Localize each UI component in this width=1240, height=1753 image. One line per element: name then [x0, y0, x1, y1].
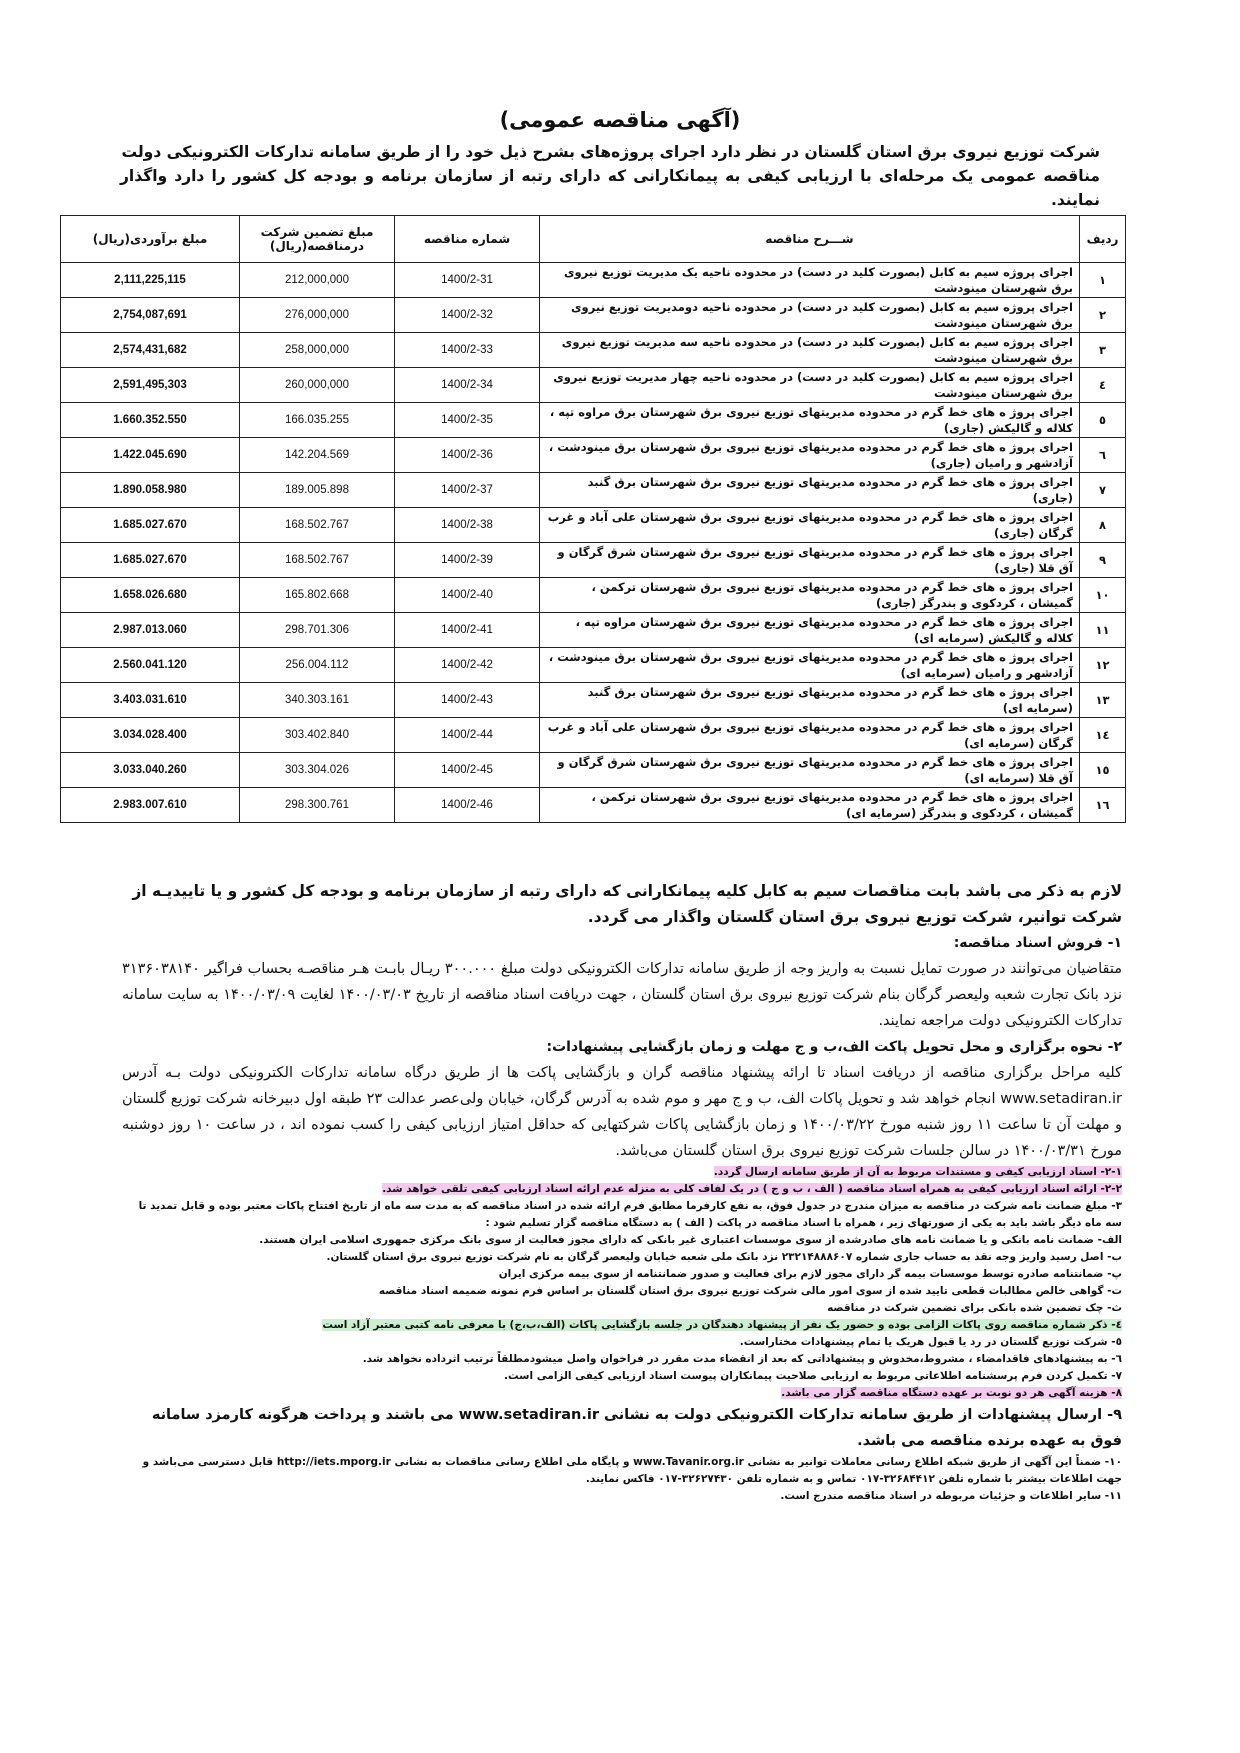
- row-tender-number: 1400/2-39: [395, 543, 540, 578]
- row-number: ٤: [1080, 368, 1126, 403]
- row-estimate-amount: 3.403.031.610: [61, 683, 240, 718]
- tender-table: [60, 215, 1126, 823]
- row-guarantee-amount: 298.300.761: [240, 788, 395, 823]
- section-1-title: ۱- فروش اسناد مناقصه:: [953, 935, 1122, 951]
- row-number: ۳: [1080, 333, 1126, 368]
- row-description: اجرای پروژ ه های خط گرم در محدوده مدیریتهای توزیع نیروی برق شهرستان برق مینودشت ، آزادشهر و رامیان (سرمایه ای): [540, 648, 1080, 683]
- header-description: شـــرح مناقصه: [540, 216, 1080, 263]
- page-title: (آگهی مناقصه عمومی): [499, 108, 741, 132]
- row-tender-number: 1400/2-33: [395, 333, 540, 368]
- section-3: ۳- مبلغ ضمانت نامه شرکت در مناقصه به میزان مندرج در جدول فوق، به نفع کارفرما مطابق فرم ارائه شده در اسناد مناقصه که به مدت سه ماه از تاریخ افتتاح پاکات معتبر بوده و قابل تمدید تا سه ماه دیگر باشد باید به یکی از صورتهای زیر ، همراه با اسناد مناقصه در پاکت ( الف ) به دستگاه مناقصه گزار تسلیم شود :: [138, 1200, 1122, 1229]
- row-number: ۱٥: [1080, 753, 1126, 788]
- row-number: ۸: [1080, 508, 1126, 543]
- row-guarantee-amount: 298.701.306: [240, 613, 395, 648]
- row-description: اجرای پروژ ه های خط گرم در محدوده مدیریتهای توزیع نیروی برق شهرستان شرق گرگان و آق قلا (سرمایه ای): [540, 753, 1080, 788]
- section-11: ۱۱- سایر اطلاعات و جزئیات مربوطه در اسناد مناقصه مندرج است.: [780, 1490, 1122, 1502]
- table-row: [61, 263, 1126, 298]
- row-tender-number: 1400/2-36: [395, 438, 540, 473]
- row-guarantee-amount: 168.502.767: [240, 508, 395, 543]
- row-number: ٦: [1080, 438, 1126, 473]
- section-2-2-text: ۲-۲- ارائه اسناد ارزیابی کیفی به همراه اسناد مناقصه ( الف ، ب و ج ) در یک لفاف کلی به منزله عدم ارائه اسناد ارزیابی کیفی تلقی خواهد شد.: [382, 1183, 1122, 1195]
- intro-line-2: مناقصه عمومی یک مرحله‌ای با ارزیابی کیفی به پیمانکارانی که دارای رتبه از سازمان برنامه و بودجه کل کشور را دارد واگذار نمایند.: [120, 167, 1100, 209]
- row-tender-number: 1400/2-40: [395, 578, 540, 613]
- section-1-text: متقاضیان می‌توانند در صورت تمایل نسبت به واریز وجه از طریق سامانه تدارکات الکترونیکی دولت مبلغ ۳۰۰.۰۰۰ ریـال بابـت هـر مناقصـه بحساب فراگیر ۳۱۳۶۰۳۸۱۴۰ نزد بانک تجارت شعبه ولیعصر گرگان بنام شرکت توزیع نیروی برق استان گلستان ، جهت دریافت اسناد مناقصه از تاریخ ۱۴۰۰/۰۳/۰۳ لغایت ۱۴۰۰/۰۳/۰۹ به سایت سامانه تدارکات الکترونیکی دولت مراجعه نمایند.: [122, 961, 1122, 1029]
- header-guarantee: مبلغ تضمین شرکت درمناقصه(ریال): [240, 216, 395, 263]
- header-row-number: ردیف: [1080, 216, 1126, 263]
- section-3-b: ب- اصل رسید واریز وجه نقد به حساب جاری شماره ۲۳۲۱۴۸۸۸۶۰۷ نزد بانک ملی شعبه خیابان ولیعصر گرگان به نام شرکت توزیع نیروی برق استان گلستان.: [326, 1251, 1122, 1263]
- row-guarantee-amount: 166.035.255: [240, 403, 395, 438]
- row-description: اجرای پروژ ه های خط گرم در محدوده مدیریتهای توزیع نیروی برق شهرستان برق مینودشت ، آزادشهر و رامیان (جاری): [540, 438, 1080, 473]
- row-tender-number: 1400/2-42: [395, 648, 540, 683]
- row-guarantee-amount: 189.005.898: [240, 473, 395, 508]
- note-paragraph: لازم به ذکر می باشد بابت مناقصات سیم به کابل کلیه پیمانکارانی که دارای رتبه از سازمان برنامه و بودجه کل کشور و یا تاییدیـه از شرکت توانیر، شرکت توزیع نیروی برق استان گلستان واگذار می گردد.: [132, 882, 1122, 926]
- row-description: اجرای پروژ ه های خط گرم در محدوده مدیریتهای توزیع نیروی برق شهرستان علی آباد و غرب گرگان (سرمایه ای): [540, 718, 1080, 753]
- table-row: [61, 403, 1126, 438]
- section-6: ٦- به پیشنهادهای فاقدامضاء ، مشروط،مخدوش و پیشنهاداتی که بعد از انقضاء مدت مقرر در فراخوان واصل میشودمطلقاً ترتیب اثرداده نخواهد شد.: [362, 1353, 1122, 1365]
- row-estimate-amount: 1.658.026.680: [61, 578, 240, 613]
- table-row: [61, 718, 1126, 753]
- row-guarantee-amount: 260,000,000: [240, 368, 395, 403]
- section-9: ۹- ارسال پیشنهادات از طریق سامانه تدارکات الکترونیکی دولت به نشانی www.setadiran.ir می باشند و پرداخت هرگونه کارمزد سامانه فوق به عهده برنده مناقصه می باشد.: [151, 1407, 1122, 1449]
- section-3-a: الف- ضمانت نامه بانکی و یا ضمانت نامه های صادرشده از سوی موسسات اعتباری غیر بانکی که دارای مجوز فعالیت از سوی بانک مرکزی جمهوری اسلامی ایران هستند.: [259, 1234, 1122, 1246]
- row-estimate-amount: 2,591,495,303: [61, 368, 240, 403]
- row-estimate-amount: 1.685.027.670: [61, 508, 240, 543]
- row-description: اجرای پروژ ه های خط گرم در محدوده مدیریتهای توزیع نیروی برق شهرستان مراوه تپه ، کلاله و گالیکش (سرمایه ای): [540, 613, 1080, 648]
- section-3-p: پ- ضمانتنامه صادره توسط موسسات بیمه گر دارای مجوز لازم برای فعالیت و صدور ضمانتنامه از سوی بیمه مرکزی ایران: [498, 1268, 1122, 1280]
- row-description: اجرای پروژه سیم به کابل (بصورت کلید در دست) در محدوده ناحیه دومدیریت توزیع نیروی برق شهرستان مینودشت: [540, 298, 1080, 333]
- row-description: اجرای پروژه سیم به کابل (بصورت کلید در دست) در محدوده ناحیه یک مدیریت توزیع نیروی برق شهرستان مینودشت: [540, 263, 1080, 298]
- row-estimate-amount: 2,754,087,691: [61, 298, 240, 333]
- row-guarantee-amount: 276,000,000: [240, 298, 395, 333]
- row-guarantee-amount: 168.502.767: [240, 543, 395, 578]
- row-guarantee-amount: 256.004.112: [240, 648, 395, 683]
- row-guarantee-amount: 142.204.569: [240, 438, 395, 473]
- section-3-th: ث- چک تضمین شده بانکی برای تضمین شرکت در مناقصه: [827, 1302, 1122, 1314]
- row-estimate-amount: 2.987.013.060: [61, 613, 240, 648]
- row-description: اجرای پروژ ه های خط گرم در محدوده مدیریتهای توزیع نیروی برق شهرستان برق گنبد (جاری): [540, 473, 1080, 508]
- row-number: ۱٦: [1080, 788, 1126, 823]
- row-guarantee-amount: 303.402.840: [240, 718, 395, 753]
- table-row: [61, 298, 1126, 333]
- table-row: [61, 648, 1126, 683]
- table-row: [61, 333, 1126, 368]
- row-guarantee-amount: 165.802.668: [240, 578, 395, 613]
- row-description: اجرای پروژ ه های خط گرم در محدوده مدیریتهای توزیع نیروی برق شهرستان برق مراوه تپه ، کلاله و گالیکش (جاری): [540, 403, 1080, 438]
- notice-body: [122, 878, 1122, 1505]
- row-tender-number: 1400/2-43: [395, 683, 540, 718]
- row-number: ۹: [1080, 543, 1126, 578]
- row-number: ۷: [1080, 473, 1126, 508]
- row-description: اجرای پروژه سیم به کابل (بصورت کلید در دست) در محدوده ناحیه چهار مدیریت توزیع نیروی برق شهرستان مینودشت: [540, 368, 1080, 403]
- row-number: ۲: [1080, 298, 1126, 333]
- row-number: ۱۰: [1080, 578, 1126, 613]
- row-tender-number: 1400/2-31: [395, 263, 540, 298]
- section-7: ۷- تکمیل کردن فرم پرسشنامه اطلاعاتی مربوط به ارزیابی صلاحیت پیمانکاران پیوست اسناد ارزیابی کیفی الزامی است.: [504, 1370, 1122, 1382]
- section-8: [122, 1385, 1122, 1402]
- row-number: ۱۳: [1080, 683, 1126, 718]
- row-guarantee-amount: 212,000,000: [240, 263, 395, 298]
- row-estimate-amount: 1.660.352.550: [61, 403, 240, 438]
- row-estimate-amount: 3.034.028.400: [61, 718, 240, 753]
- table-row: [61, 788, 1126, 823]
- header-estimate: مبلغ برآوردی(ریال): [61, 216, 240, 263]
- row-tender-number: 1400/2-41: [395, 613, 540, 648]
- row-estimate-amount: 1.685.027.670: [61, 543, 240, 578]
- row-number: ۱۲: [1080, 648, 1126, 683]
- table-row: [61, 543, 1126, 578]
- table-row: [61, 683, 1126, 718]
- row-tender-number: 1400/2-38: [395, 508, 540, 543]
- row-guarantee-amount: 303.304.026: [240, 753, 395, 788]
- row-number: ٥: [1080, 403, 1126, 438]
- section-3-t: ت- گواهی خالص مطالبات قطعی تایید شده از سوی امور مالی شرکت توزیع نیروی برق استان گلستان بر اساس فرم نمونه ضمیمه اسناد مناقصه: [378, 1285, 1122, 1297]
- row-estimate-amount: 3.033.040.260: [61, 753, 240, 788]
- section-2-2: [122, 1181, 1122, 1198]
- section-2-text: کلیه مراحل برگزاری مناقصه از دریافت اسناد تا ارائه پیشنهاد مناقصه گران و بازگشایی پاکت ها از طریق درگاه سامانه تدارکات الکترونیکی دولت بـه آدرس www.setadiran.ir انجام خواهد شد و تحویل پاکات الف، ب و ج مهر و موم شده به آدرس گرگان، خیابان ولی‌عصر عدالت ۲۳ طبقه اول دبیرخانه شرکت توزیع گلستان و مهلت آن تا ساعت ۱۱ روز شنبه مورخ ۱۴۰۰/۰۳/۲۲ و زمان بازگشایی پاکات شرکتهایی که حداقل امتیاز ارزیابی کیفی را کسب نموده اند ، در ساعت ۱۰ روز دوشنبه مورخ ۱۴۰۰/۰۳/۳۱ در سالن جلسات شرکت توزیع نیروی برق استان گلستان می‌باشد.: [122, 1065, 1122, 1159]
- row-tender-number: 1400/2-44: [395, 718, 540, 753]
- row-description: اجرای پروژ ه های خط گرم در محدوده مدیریتهای توزیع نیروی برق شهرستان ترکمن ، گمیشان ، کردکوی و بندرگز (جاری): [540, 578, 1080, 613]
- row-tender-number: 1400/2-45: [395, 753, 540, 788]
- section-5: ٥- شرکت توزیع گلستان در رد یا قبول هریک یا تمام پیشنهادات مختاراست.: [739, 1336, 1122, 1348]
- row-description: اجرای پروژ ه های خط گرم در محدوده مدیریتهای توزیع نیروی برق شهرستان شرق گرگان و آق قلا (جاری): [540, 543, 1080, 578]
- section-2-1: [122, 1164, 1122, 1181]
- row-estimate-amount: 2.983.007.610: [61, 788, 240, 823]
- row-estimate-amount: 2,574,431,682: [61, 333, 240, 368]
- section-4: [122, 1317, 1122, 1334]
- row-description: اجرای پروژ ه های خط گرم در محدوده مدیریتهای توزیع نیروی برق شهرستان علی آباد و غرب گرگان (جاری): [540, 508, 1080, 543]
- table-body: [61, 263, 1126, 823]
- row-guarantee-amount: 258,000,000: [240, 333, 395, 368]
- row-number: ۱۱: [1080, 613, 1126, 648]
- section-8-text: ۸- هزینه آگهی هر دو نوبت بر عهده دستگاه مناقصه گزار می باشد.: [781, 1387, 1122, 1399]
- row-description: اجرای پروژ ه های خط گرم در محدوده مدیریتهای توزیع نیروی برق شهرستان برق گنبد (سرمایه ای): [540, 683, 1080, 718]
- section-2-1-text: ۲-۱- اسناد ارزیابی کیفی و مستندات مربوط به آن از طریق سامانه ارسال گردد.: [713, 1166, 1122, 1178]
- row-tender-number: 1400/2-32: [395, 298, 540, 333]
- table-header-row: [61, 216, 1126, 263]
- row-tender-number: 1400/2-37: [395, 473, 540, 508]
- row-number: ۱٤: [1080, 718, 1126, 753]
- row-number: ۱: [1080, 263, 1126, 298]
- section-4-text: ٤- ذکر شماره مناقصه روی پاکات الزامی بوده و حضور یک نفر از پیشنهاد دهندگان در جلسه بازگشایی پاکات (الف،ب،ج) با معرفی نامه کتبی معتبر آزاد است: [322, 1319, 1122, 1331]
- row-description: اجرای پروژ ه های خط گرم در محدوده مدیریتهای توزیع نیروی برق شهرستان ترکمن ، گمیشان ، کردکوی و بندرگز (سرمایه ای): [540, 788, 1080, 823]
- table-row: [61, 368, 1126, 403]
- section-2-title: ۲- نحوه برگزاری و محل تحویل پاکت الف،ب و ج مهلت و زمان بازگشایی پیشنهادات:: [546, 1039, 1122, 1055]
- table-row: [61, 473, 1126, 508]
- row-guarantee-amount: 340.303.161: [240, 683, 395, 718]
- row-estimate-amount: 1.890.058.980: [61, 473, 240, 508]
- section-10: ۱۰- ضمناً این آگهی از طریق شبکه اطلاع رسانی معاملات توانیر به نشانی www.Tavanir.org.ir و پایگاه ملی اطلاع رسانی مناقصات به نشانی http://iets.mporg.ir قابل دسترسی می‌باشد و جهت اطلاعات بیشتر با شماره تلفن ۳۲۶۸۴۴۱۲-۰۱۷ تماس و به شماره تلفن ۳۲۶۲۷۴۳۰-۰۱۷ فاکس نمایند.: [142, 1456, 1122, 1485]
- row-estimate-amount: 2.560.041.120: [61, 648, 240, 683]
- row-description: اجرای پروژه سیم به کابل (بصورت کلید در دست) در محدوده ناحیه سه مدیریت توزیع نیروی برق شهرستان مینودشت: [540, 333, 1080, 368]
- row-estimate-amount: 2,111,225,115: [61, 263, 240, 298]
- row-tender-number: 1400/2-35: [395, 403, 540, 438]
- intro-paragraph: [120, 140, 1100, 212]
- table-row: [61, 438, 1126, 473]
- table-row: [61, 613, 1126, 648]
- row-estimate-amount: 1.422.045.690: [61, 438, 240, 473]
- table-row: [61, 508, 1126, 543]
- row-tender-number: 1400/2-34: [395, 368, 540, 403]
- header-tender-number: شماره مناقصه: [395, 216, 540, 263]
- intro-line-1: شرکت توزیع نیروی برق استان گلستان در نظر دارد اجرای پروژه‌های بشرح ذیل خود را از طریق سامانه تدارکات الکترونیکی دولت: [121, 143, 1100, 161]
- table-row: [61, 578, 1126, 613]
- table-row: [61, 753, 1126, 788]
- row-tender-number: 1400/2-46: [395, 788, 540, 823]
